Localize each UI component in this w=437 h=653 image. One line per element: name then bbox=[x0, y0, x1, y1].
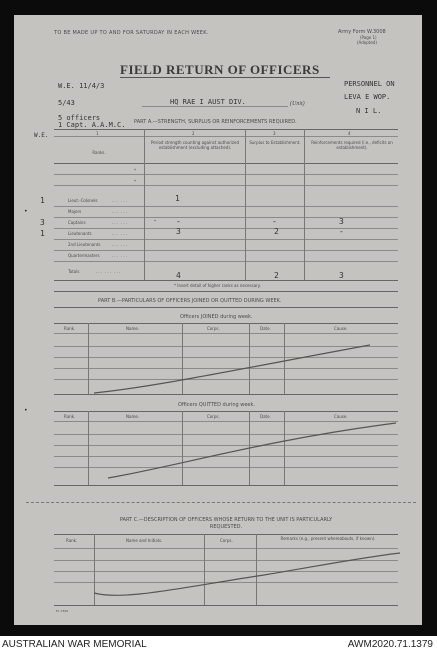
form-adopted: (Adopted) bbox=[357, 40, 377, 45]
strength-value: 1 bbox=[175, 194, 180, 203]
surplus-value: 2 bbox=[274, 227, 279, 236]
form-title: FIELD RETURN OF OFFICERS bbox=[120, 62, 320, 77]
we-margin-note: W.E. bbox=[34, 132, 49, 139]
personnel-note: PERSONNEL ON bbox=[344, 80, 395, 88]
leave-note: LEVA E WOP. bbox=[344, 93, 391, 101]
col-corps: Corps. bbox=[220, 538, 233, 543]
col-name-initials: Name and Initials. bbox=[126, 538, 163, 543]
margin-count: 1 bbox=[40, 229, 45, 238]
nil-note: N I L. bbox=[356, 107, 382, 115]
col-cause: Cause. bbox=[334, 326, 348, 331]
field-return-form bbox=[14, 15, 422, 625]
reinforcements-value: 3 bbox=[339, 217, 344, 226]
leader-dots: ... ... bbox=[112, 220, 128, 225]
total-reinforcements: 3 bbox=[339, 271, 344, 280]
part-c-title-line2: REQUESTED. bbox=[209, 524, 243, 530]
archive-footer bbox=[0, 636, 437, 653]
cancellation-stroke bbox=[14, 15, 422, 625]
rank-label: Captains bbox=[68, 220, 86, 225]
reinforcements-header: Reinforcements required (i.e., deficits on establishment). bbox=[311, 140, 393, 150]
quitted-title: Officers QUITTED during week. bbox=[178, 402, 255, 408]
leader-dots: ... ... bbox=[112, 209, 128, 214]
ranks-header: Ranks. bbox=[92, 150, 106, 155]
captain-entry: 1 Capt. A.A.M.C. bbox=[58, 121, 126, 129]
form-instruction: TO BE MADE UP TO AND FOR SATURDAY IN EACH WEEK. bbox=[54, 30, 209, 36]
leader-dots: ... ... bbox=[112, 231, 128, 236]
part-a-title: PART A.—STRENGTH, SURPLUS OR REINFORCEMENTS REQUIRED. bbox=[134, 119, 297, 125]
reference-entry: 5/43 bbox=[58, 99, 75, 107]
rank-label: Majors bbox=[68, 209, 82, 214]
printer-mark: M. 7300 bbox=[56, 609, 69, 613]
strength-header: Period strength counting against authorized establishment (excluding attached). bbox=[150, 140, 239, 150]
leader-dots: ... ... bbox=[112, 253, 128, 258]
part-c-title-line1: PART C.—DESCRIPTION OF OFFICERS WHOSE RETURN TO THE UNIT IS PARTICULARLY bbox=[119, 517, 333, 523]
total-surplus: 2 bbox=[274, 271, 279, 280]
col-date: Date. bbox=[260, 326, 271, 331]
reinforcements-value: - bbox=[339, 227, 344, 236]
col-number-3: 3 bbox=[273, 131, 276, 136]
col-name: Name. bbox=[126, 326, 140, 331]
margin-count: 1 bbox=[40, 196, 45, 205]
higher-rank-asterisk: * bbox=[134, 179, 136, 184]
col-remarks: Remarks (e.g., present whereabouts, if known). bbox=[280, 536, 376, 541]
margin-count: 3 bbox=[40, 218, 45, 227]
rank-label: 2nd Lieutenants bbox=[68, 242, 101, 247]
col-corps: Corps. bbox=[207, 414, 220, 419]
col-rank: Rank. bbox=[64, 326, 76, 331]
higher-rank-asterisk: * bbox=[154, 219, 156, 224]
punch-hole-mark: • bbox=[24, 407, 28, 414]
col-number-4: 4 bbox=[348, 131, 351, 136]
rank-label: Totals bbox=[68, 269, 80, 274]
total-strength: 4 bbox=[176, 271, 181, 280]
col-rank: Rank. bbox=[64, 414, 76, 419]
leader-dots: ... ... ... bbox=[96, 269, 121, 274]
col-number-2: 2 bbox=[192, 131, 195, 136]
joined-title: Officers JOINED during week. bbox=[180, 314, 253, 320]
archive-reference: AWM2020.71.1379 bbox=[347, 639, 433, 650]
strength-value: 3 bbox=[176, 227, 181, 236]
week-ending-entry: W.E. 11/4/3 bbox=[58, 82, 105, 90]
form-number: Army Form W.3008 bbox=[338, 29, 386, 35]
leader-dots: ... ... bbox=[112, 198, 128, 203]
officers-count-entry: 5 officers bbox=[58, 114, 101, 122]
punch-hole-mark: • bbox=[24, 208, 28, 215]
leader-dots: ... ... bbox=[112, 242, 128, 247]
strength-value: - bbox=[176, 217, 181, 226]
col-rank: Rank. bbox=[66, 538, 78, 543]
higher-rank-asterisk: * bbox=[134, 168, 136, 173]
col-cause: Cause. bbox=[334, 414, 348, 419]
footnote: * Insert detail of higher ranks as necessary. bbox=[174, 283, 261, 288]
col-number-1: 1 bbox=[96, 131, 99, 136]
part-b-title: PART B.—PARTICULARS OF OFFICERS JOINED OR QUITTED DURING WEEK. bbox=[98, 298, 282, 304]
unit-entry: HQ RAE I AUST DIV. bbox=[170, 98, 246, 106]
archive-name: AUSTRALIAN WAR MEMORIAL bbox=[2, 639, 147, 650]
surplus-header: Surplus to Establishment. bbox=[249, 140, 301, 145]
col-corps: Corps. bbox=[207, 326, 220, 331]
rank-label: Lieut.-Colonels bbox=[68, 198, 98, 203]
rank-label: Quartermasters bbox=[68, 253, 100, 258]
col-date: Date. bbox=[260, 414, 271, 419]
rank-label: Lieutenants bbox=[68, 231, 92, 236]
unit-label: (Unit) bbox=[290, 101, 305, 107]
surplus-value: - bbox=[272, 217, 277, 226]
col-name: Name. bbox=[126, 414, 140, 419]
form-page: (Page 1) bbox=[360, 35, 377, 40]
